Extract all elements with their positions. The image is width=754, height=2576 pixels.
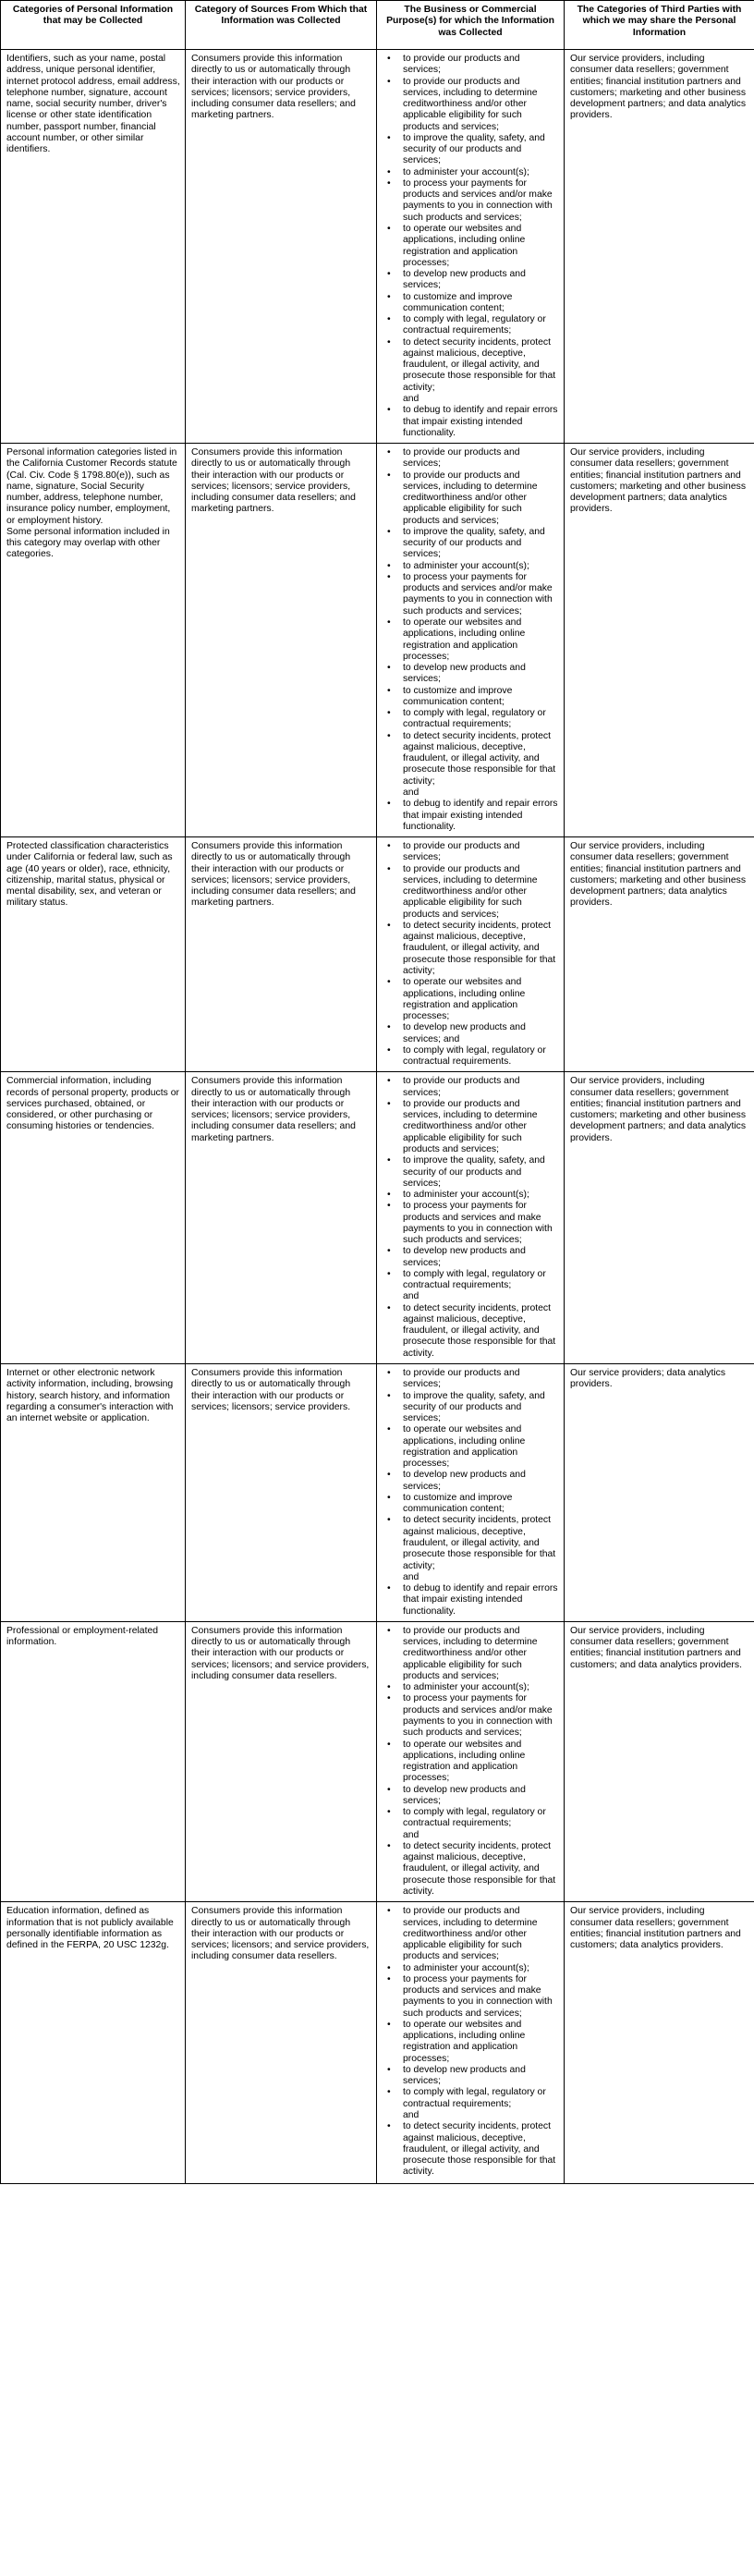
header-sources: Category of Sources From Which that Information was Collected	[186, 1, 377, 50]
purpose-item: • to administer your account(s);	[403, 1190, 559, 1201]
purpose-item: and	[403, 2110, 420, 2121]
cell-purposes	[377, 1364, 565, 1622]
table-row	[1, 50, 754, 444]
cell-third-parties	[565, 50, 754, 444]
purpose-item: and	[403, 393, 420, 404]
purpose-item: • to develop new products and services;	[403, 269, 559, 292]
sources-text: Consumers provide this information directly to us or automatically through their interaction with our products or services; licensors; service providers.	[191, 1368, 351, 1412]
purpose-item: • to detect security incidents, protect against malicious, deceptive, fraudulent, or illegal activity, and prosecute those responsible for that activity;	[403, 731, 559, 787]
purpose-item: • to improve the quality, safety, and security of our products and services;	[403, 1155, 559, 1190]
purpose-list	[383, 1626, 559, 1898]
table-row	[1, 837, 754, 1072]
purpose-item: • to operate our websites and applications, including online registration and application processes;	[403, 2020, 559, 2065]
purpose-item: • to detect security incidents, protect against malicious, deceptive, fraudulent, or illegal activity, and prosecute those responsible for that activity.	[403, 1303, 559, 1360]
purpose-item: • to operate our websites and applications, including online registration and application processes;	[403, 977, 559, 1022]
category-text: Education information, defined as information that is not publicly available personally identifiable information as defined in the FERPA, 20 USC 1232g.	[6, 1906, 174, 1951]
third-parties-text: Our service providers, including consumer data resellers; government entities; financial institution partners and customers; data analytics providers.	[570, 1906, 741, 1951]
category-text: Identifiers, such as your name, postal address, unique personal identifier, internet protocol address, email address, telephone number, signature, account name, social security number, driver's license or other state identification number, passport number, financial account number, or other similar identifiers.	[6, 54, 180, 155]
purpose-item: • to administer your account(s);	[403, 1963, 559, 1974]
cell-category	[1, 50, 186, 444]
cell-category	[1, 1072, 186, 1364]
header-purposes: The Business or Commercial Purpose(s) for which the Information was Collected	[377, 1, 565, 50]
cell-category	[1, 1902, 186, 2184]
purpose-list	[383, 1076, 559, 1360]
category-text: Professional or employment-related information.	[6, 1625, 159, 1648]
purpose-list	[383, 447, 559, 833]
purpose-list	[383, 54, 559, 439]
third-parties-text: Our service providers; data analytics providers.	[570, 1368, 726, 1390]
purpose-item: • to provide our products and services, including to determine creditworthiness and/or other applicable eligibility for such products and services;	[403, 1906, 559, 1962]
purpose-item: and	[403, 1571, 420, 1582]
header-categories-collected: Categories of Personal Information that may be Collected	[1, 1, 186, 50]
cell-purposes	[377, 1072, 565, 1364]
cell-sources	[186, 1621, 377, 1901]
sources-text: Consumers provide this information directly to us or automatically through their interaction with our products or services; licensors; service providers, including consumer data resellers; and marketing partners.	[191, 54, 356, 121]
purpose-item: • to improve the quality, safety, and security of our products and services;	[403, 527, 559, 561]
cell-purposes	[377, 444, 565, 837]
third-parties-text: Our service providers, including consumer data resellers; government entities; financial institution partners and customers; marketing and other business development partners; and data analytics providers.	[570, 54, 747, 121]
purpose-item: • to improve the quality, safety, and security of our products and services;	[403, 1391, 559, 1425]
purpose-item: • to operate our websites and applications, including online registration and application processes;	[403, 617, 559, 663]
cell-third-parties	[565, 1902, 754, 2184]
table-row	[1, 1072, 754, 1364]
purpose-item: • to detect security incidents, protect against malicious, deceptive, fraudulent, or illegal activity, and prosecute those responsible for that activity.	[403, 1841, 559, 1898]
purpose-item: • to comply with legal, regulatory or contractual requirements;	[403, 708, 559, 731]
sources-text: Consumers provide this information directly to us or automatically through their interaction with our products or services; licensors; and service providers, including consumer data resellers.	[191, 1625, 370, 1681]
cell-third-parties	[565, 837, 754, 1072]
cell-sources	[186, 1902, 377, 2184]
table-row	[1, 1902, 754, 2184]
purpose-item: • to develop new products and services;	[403, 663, 559, 686]
cell-sources	[186, 50, 377, 444]
sources-text: Consumers provide this information directly to us or automatically through their interaction with our products or services; licensors; service providers, including consumer data resellers; and marketing partners.	[191, 1076, 356, 1143]
purpose-item: and	[403, 1291, 420, 1302]
cell-category	[1, 837, 186, 1072]
cell-purposes	[377, 1902, 565, 2184]
purpose-item: • to customize and improve communication content;	[403, 292, 559, 315]
table-row	[1, 1621, 754, 1901]
cell-purposes	[377, 50, 565, 444]
purpose-item: • to detect security incidents, protect against malicious, deceptive, fraudulent, or illegal activity, and prosecute those responsible for that activity;	[403, 921, 559, 977]
purpose-list	[383, 1906, 559, 2178]
purpose-item: • to provide our products and services;	[403, 841, 559, 864]
purpose-item: • to process your payments for products and services and/or make payments to you in connection with such products and services;	[403, 178, 559, 224]
purpose-item: • to administer your account(s);	[403, 167, 559, 178]
cell-sources	[186, 837, 377, 1072]
purpose-item: • to operate our websites and applications, including online registration and application processes;	[403, 1740, 559, 1785]
purpose-item: • to process your payments for products and services and/or make payments to you in connection with such products and services;	[403, 572, 559, 617]
purpose-item: • to develop new products and services;	[403, 2065, 559, 2088]
cell-third-parties	[565, 444, 754, 837]
table-body	[1, 50, 754, 2184]
cell-third-parties	[565, 1621, 754, 1901]
purpose-item: • to comply with legal, regulatory or contractual requirements;	[403, 1807, 559, 1830]
purpose-item: • to debug to identify and repair errors that impair existing intended functionality.	[403, 799, 559, 833]
purpose-item: • to provide our products and services, including to determine creditworthiness and/or other applicable eligibility for such products and services;	[403, 1099, 559, 1155]
purpose-item: • to improve the quality, safety, and security of our products and services;	[403, 133, 559, 167]
category-text: Commercial information, including records of personal property, products or services purchased, obtained, or considered, or other purchasing or consuming histories or tendencies.	[6, 1076, 179, 1132]
purpose-item: • to provide our products and services, including to determine creditworthiness and/or other applicable eligibility for such products and services;	[403, 864, 559, 921]
purpose-item: • to administer your account(s);	[403, 561, 559, 572]
cell-category	[1, 1621, 186, 1901]
third-parties-text: Our service providers, including consumer data resellers; government entities; financial institution partners and customers; marketing and other business development partners; data analytics providers.	[570, 447, 747, 515]
purpose-item: • to administer your account(s);	[403, 1682, 559, 1693]
purpose-item: • to process your payments for products and services and make payments to you in connection with such products and services;	[403, 1201, 559, 1246]
purpose-item: and	[403, 787, 420, 798]
third-parties-text: Our service providers, including consumer data resellers; government entities; financial institution partners and customers; marketing and other business development partners; and data analytics providers.	[570, 1076, 747, 1143]
purpose-item: • to debug to identify and repair errors that impair existing intended functionality.	[403, 1583, 559, 1618]
purpose-item: and	[403, 1829, 420, 1840]
purpose-item: • to provide our products and services;	[403, 1076, 559, 1099]
purpose-item: • to provide our products and services, including to determine creditworthiness and/or other applicable eligibility for such products and services;	[403, 470, 559, 527]
third-parties-text: Our service providers, including consumer data resellers; government entities; financial institution partners and customers; marketing and other business development partners; data analytics providers.	[570, 841, 747, 909]
purpose-list	[383, 1368, 559, 1618]
purpose-item: • to customize and improve communication content;	[403, 1493, 559, 1516]
purpose-item: • to detect security incidents, protect against malicious, deceptive, fraudulent, or illegal activity, and prosecute those responsible for that activity;	[403, 337, 559, 394]
purpose-item: • to process your payments for products and services and make payments to you in connection with such products and services;	[403, 1974, 559, 2020]
purpose-item: • to develop new products and services; and	[403, 1022, 559, 1045]
purpose-item: • to develop new products and services;	[403, 1785, 559, 1808]
cell-category	[1, 1364, 186, 1622]
cell-sources	[186, 1072, 377, 1364]
purpose-item: • to provide our products and services, including to determine creditworthiness and/or other applicable eligibility for such products and services;	[403, 77, 559, 133]
cell-sources	[186, 1364, 377, 1622]
cell-purposes	[377, 1621, 565, 1901]
header-row	[1, 1, 754, 50]
purpose-item: • to comply with legal, regulatory or contractual requirements;	[403, 2087, 559, 2110]
purpose-item: • to develop new products and services;	[403, 1470, 559, 1493]
cell-category	[1, 444, 186, 837]
sources-text: Consumers provide this information directly to us or automatically through their interaction with our products or services; licensors; and service providers, including consumer data resellers.	[191, 1906, 370, 1962]
purpose-item: • to provide our products and services;	[403, 447, 559, 470]
cell-sources	[186, 444, 377, 837]
purpose-item: • to detect security incidents, protect against malicious, deceptive, fraudulent, or illegal activity, and prosecute those responsible for that activity;	[403, 1515, 559, 1571]
cell-third-parties	[565, 1072, 754, 1364]
category-text: Personal information categories listed in the California Customer Records statute (Cal. Civ. Code § 1798.80(e)), such as name, signature, Social Security number, address, telephone number, insurance policy number, employment, or employment history.	[6, 447, 177, 526]
header-third-parties: The Categories of Third Parties with which we may share the Personal Information	[565, 1, 754, 50]
purpose-item: • to operate our websites and applications, including online registration and application processes;	[403, 1424, 559, 1470]
purpose-list	[383, 841, 559, 1068]
table-row	[1, 444, 754, 837]
third-parties-text: Our service providers, including consumer data resellers; government entities; financial institution partners and customers; and data analytics providers.	[570, 1625, 742, 1670]
purpose-item: • to customize and improve communication content;	[403, 686, 559, 709]
purpose-item: • to comply with legal, regulatory or contractual requirements;	[403, 1269, 559, 1292]
cell-third-parties	[565, 1364, 754, 1622]
purpose-item: • to debug to identify and repair errors that impair existing intended functionality.	[403, 405, 559, 439]
purpose-item: • to operate our websites and applications, including online registration and application processes;	[403, 224, 559, 269]
sources-text: Consumers provide this information directly to us or automatically through their interaction with our products or services; licensors; service providers, including consumer data resellers; and marketing partners.	[191, 841, 356, 909]
table-header	[1, 1, 754, 50]
purpose-item: • to provide our products and services;	[403, 1368, 559, 1391]
purpose-item: • to detect security incidents, protect against malicious, deceptive, fraudulent, or illegal activity, and prosecute those responsible for that activity.	[403, 2121, 559, 2178]
purpose-item: • to provide our products and services, including to determine creditworthiness and/or other applicable eligibility for such products and services;	[403, 1626, 559, 1682]
purpose-item: • to develop new products and services;	[403, 1246, 559, 1269]
sources-text: Consumers provide this information directly to us or automatically through their interaction with our products or services; licensors; service providers, including consumer data resellers; and marketing partners.	[191, 447, 356, 515]
purpose-item: • to process your payments for products and services and/or make payments to you in connection with such products and services;	[403, 1693, 559, 1739]
purpose-item: • to provide our products and services;	[403, 54, 559, 77]
cell-purposes	[377, 837, 565, 1072]
purpose-item: • to comply with legal, regulatory or contractual requirements.	[403, 1045, 559, 1068]
table-row	[1, 1364, 754, 1622]
category-text: Some personal information included in this category may overlap with other categories.	[6, 526, 170, 560]
purpose-item: • to comply with legal, regulatory or contractual requirements;	[403, 314, 559, 337]
category-text: Internet or other electronic network activity information, including, browsing history, search history, and information regarding a consumer's interaction with an internet website or application.	[6, 1368, 174, 1424]
category-text: Protected classification characteristics under California or federal law, such as age (40 years or older), race, ethnicity, citizenship, marital status, physical or mental disability, sex, and veteran or military status.	[6, 841, 173, 909]
